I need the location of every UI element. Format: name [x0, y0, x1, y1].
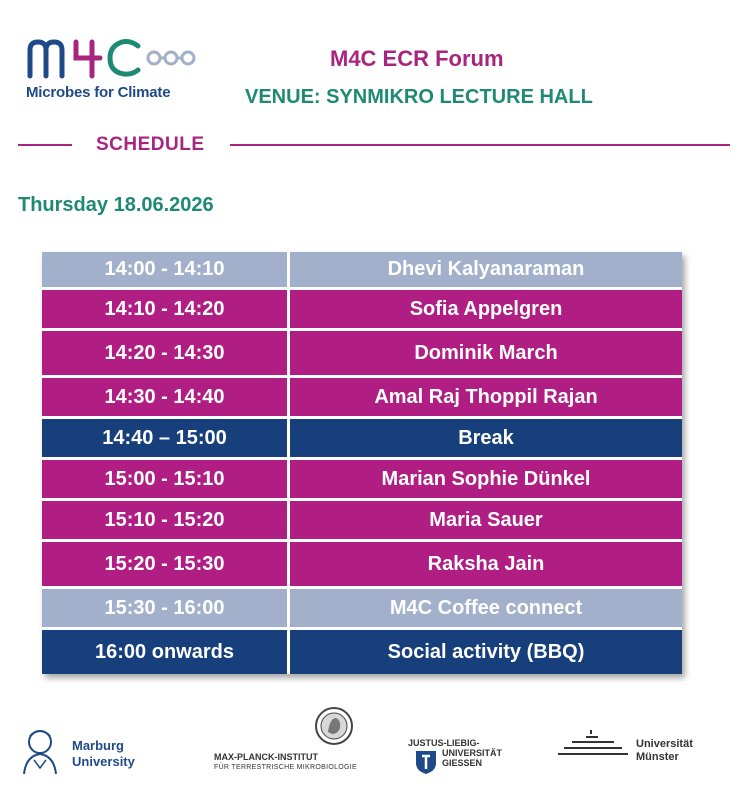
time-cell: 14:10 - 14:20: [42, 290, 290, 328]
speaker-cell: Dominik March: [414, 341, 558, 364]
marburg-line1: Marburg: [72, 738, 124, 753]
time-cell: 16:00 onwards: [42, 630, 290, 674]
table-row: [42, 586, 682, 627]
partner-logos: [0, 700, 738, 790]
marburg-line2: University: [72, 754, 135, 769]
m4c-logo-mark: [26, 36, 216, 82]
table-row: [42, 539, 682, 586]
jlu-line2: UNIVERSITÄT: [442, 748, 503, 758]
divider-line-right: [230, 144, 730, 146]
speaker-cell: Marian Sophie Dünkel: [381, 467, 591, 490]
muenster-line1: Universität: [636, 738, 693, 750]
m4c-logo: [26, 36, 216, 106]
venue-heading: VENUE: SYNMIKRO LECTURE HALL: [245, 86, 593, 108]
table-row: [42, 375, 682, 416]
time-cell: 14:20 - 14:30: [42, 331, 290, 375]
speaker-cell: Amal Raj Thoppil Rajan: [374, 385, 598, 408]
table-row: [42, 498, 682, 539]
divider-line-left: [18, 144, 72, 146]
speaker-cell: Maria Sauer: [429, 508, 543, 531]
page-title: M4C ECR Forum: [330, 46, 504, 71]
speaker-cell: Break: [458, 426, 514, 449]
time-cell: 14:00 - 14:10: [42, 252, 290, 287]
mpi-name: MAX-PLANCK-INSTITUT: [214, 752, 318, 762]
time-cell: 15:10 - 15:20: [42, 501, 290, 539]
speaker-cell: Social activity (BBQ): [387, 640, 585, 663]
table-row: [42, 416, 682, 457]
speaker-cell: M4C Coffee connect: [389, 596, 583, 619]
time-cell: 15:00 - 15:10: [42, 460, 290, 498]
muenster-bars-icon: [558, 728, 630, 764]
table-row: [42, 328, 682, 375]
table-row: [42, 457, 682, 498]
schedule-table: [42, 252, 682, 674]
mpi-subtitle: FÜR TERRESTRISCHE MIKROBIOLOGIE: [214, 764, 357, 771]
muenster-wordmark: [636, 738, 693, 764]
jlu-line1: JUSTUS-LIEBIG-: [408, 738, 480, 748]
time-cell: 15:20 - 15:30: [42, 542, 290, 586]
speaker-cell: Dhevi Kalyanaraman: [387, 258, 585, 280]
table-row: [42, 252, 682, 287]
time-cell: 14:30 - 14:40: [42, 378, 290, 416]
logo-tagline: Microbes for Climate: [26, 84, 171, 101]
muenster-line2: Münster: [636, 751, 679, 763]
table-row: [42, 627, 682, 674]
jlu-shield-icon: [414, 749, 438, 775]
jlu-line3: GIESSEN: [442, 758, 483, 768]
event-date: Thursday 18.06.2026: [18, 194, 214, 216]
speaker-cell: Raksha Jain: [427, 552, 545, 575]
minerva-seal-icon: [314, 706, 354, 746]
time-cell: 14:40 – 15:00: [42, 419, 290, 457]
schedule-divider: [18, 134, 730, 156]
marburg-portrait-icon: [16, 724, 64, 776]
table-row: [42, 287, 682, 328]
speaker-cell: Sofia Appelgren: [409, 297, 563, 320]
marburg-wordmark: [72, 738, 135, 770]
schedule-label: SCHEDULE: [96, 134, 205, 155]
time-cell: 15:30 - 16:00: [42, 589, 290, 627]
